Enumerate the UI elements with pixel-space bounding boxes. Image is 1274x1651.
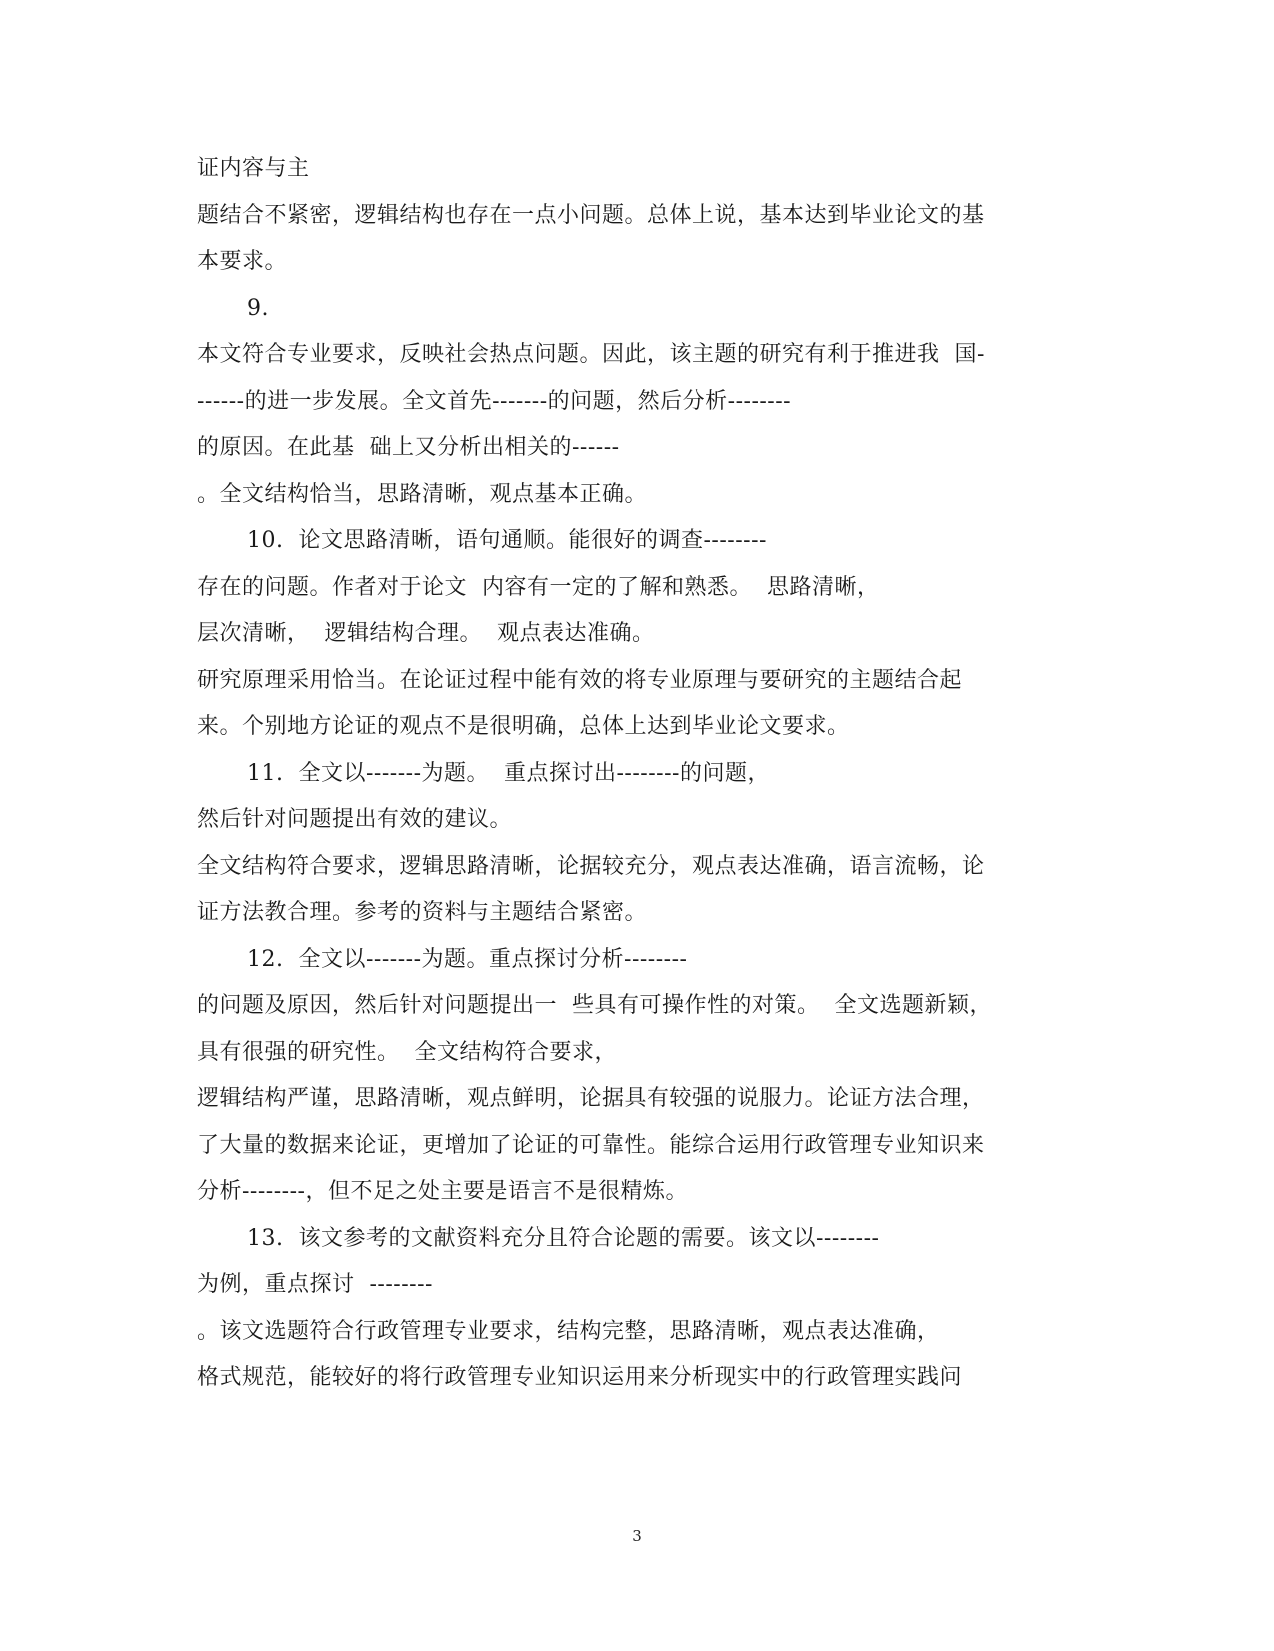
- text-line: 12. 全文以-------为题。重点探讨分析--------: [247, 947, 688, 972]
- text-line: 层次清晰， 逻辑结构合理。 观点表达准确。: [197, 621, 655, 646]
- text-line: 10. 论文思路清晰，语句通顺。能很好的调查--------: [247, 528, 767, 553]
- text-line: 。全文结构恰当，思路清晰，观点基本正确。: [197, 482, 648, 507]
- text-line: 11. 全文以-------为题。 重点探讨出--------的问题，: [247, 761, 770, 786]
- text-line: 的原因。在此基 础上又分析出相关的------: [197, 435, 620, 460]
- text-line: 为例，重点探讨 --------: [197, 1272, 433, 1297]
- text-line: 分析--------，但不足之处主要是语言不是很精炼。: [197, 1179, 688, 1204]
- text-line: 逻辑结构严谨，思路清晰，观点鲜明，论据具有较强的说服力。论证方法合理，: [197, 1086, 985, 1111]
- list-number: 9.: [247, 296, 269, 321]
- text-line: 证方法教合理。参考的资料与主题结合紧密。: [197, 900, 648, 925]
- text-line: 全文结构符合要求，逻辑思路清晰，论据较充分，观点表达准确，语言流畅，论: [197, 854, 985, 879]
- text-line: 本文符合专业要求，反映社会热点问题。因此，该主题的研究有利于推进我 国-: [197, 342, 985, 367]
- text-line: 然后针对问题提出有效的建议。: [197, 807, 513, 832]
- text-line: 13. 该文参考的文献资料充分且符合论题的需要。该文以--------: [247, 1226, 880, 1251]
- text-line: 具有很强的研究性。 全文结构符合要求，: [197, 1040, 617, 1065]
- text-line: 。该文选题符合行政管理专业要求，结构完整，思路清晰，观点表达准确，: [197, 1319, 940, 1344]
- text-line: ------的进一步发展。全文首先-------的问题，然后分析--------: [197, 389, 792, 414]
- text-line: 本要求。: [197, 249, 288, 274]
- page-number: 3: [632, 1527, 642, 1545]
- text-line: 证内容与主: [197, 156, 310, 181]
- text-line: 存在的问题。作者对于论文 内容有一定的了解和熟悉。 思路清晰，: [197, 575, 880, 600]
- text-line: 格式规范，能较好的将行政管理专业知识运用来分析现实中的行政管理实践问: [197, 1365, 963, 1390]
- text-line: 研究原理采用恰当。在论证过程中能有效的将专业原理与要研究的主题结合起: [197, 668, 963, 693]
- text-line: 题结合不紧密，逻辑结构也存在一点小问题。总体上说，基本达到毕业论文的基: [197, 203, 985, 228]
- text-line: 的问题及原因，然后针对问题提出一 些具有可操作性的对策。 全文选题新颖，: [197, 993, 992, 1018]
- text-line: 了大量的数据来论证，更增加了论证的可靠性。能综合运用行政管理专业知识来: [197, 1133, 985, 1158]
- text-line: 来。个别地方论证的观点不是很明确，总体上达到毕业论文要求。: [197, 714, 850, 739]
